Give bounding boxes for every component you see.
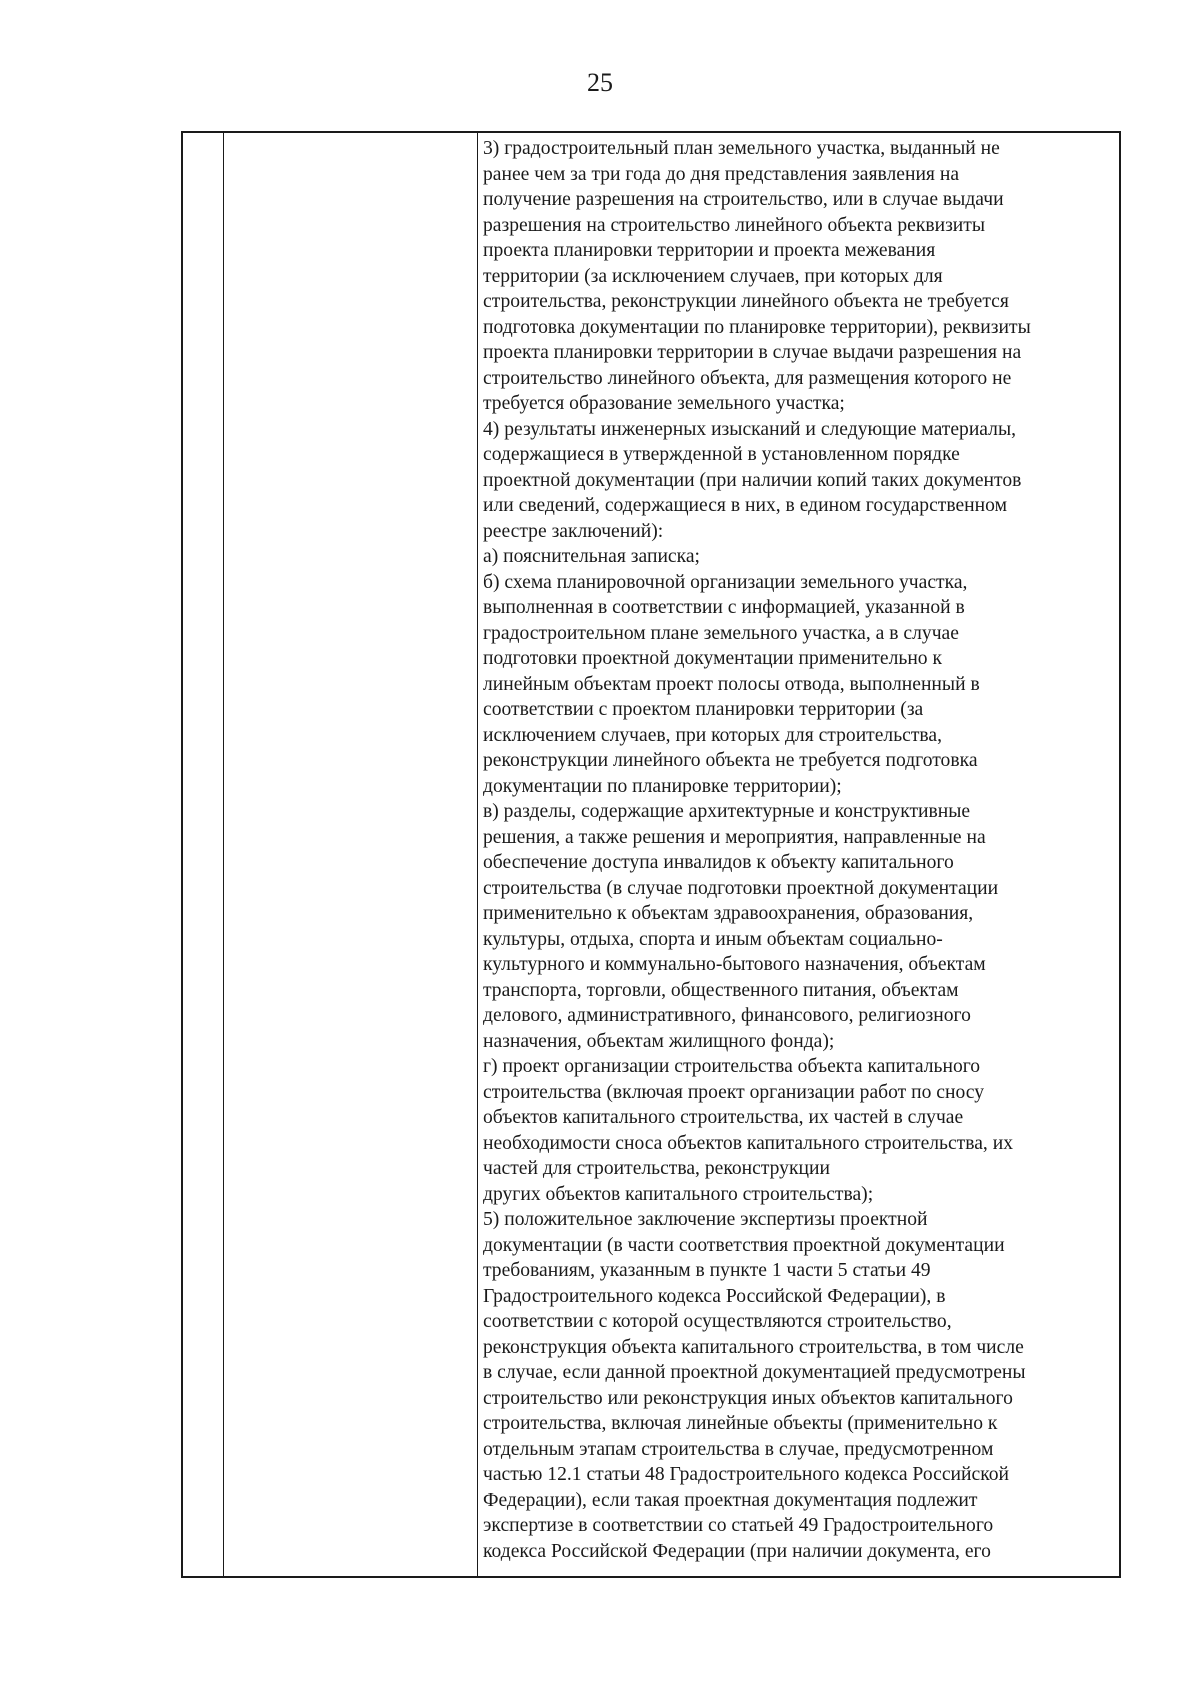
text-line: линейным объектам проект полосы отвода, выполненный в — [483, 673, 980, 695]
text-line: ранее чем за три года до дня представления заявления на — [483, 163, 960, 185]
column-divider-1 — [223, 133, 224, 1576]
text-line: строительство линейного объекта, для размещения которого не — [483, 367, 1012, 389]
text-line: проекта планировки территории и проекта межевания — [483, 240, 936, 261]
text-line: Федерации), если такая проектная документация подлежит — [483, 1489, 978, 1511]
text-line: проекта планировки территории в случае выдачи разрешения на — [483, 342, 1022, 363]
text-line: культурного и коммунально-бытового назначения, объектам — [483, 954, 986, 975]
text-line: назначения, объектам жилищного фонда); — [483, 1030, 835, 1052]
page-number: 25 — [587, 68, 613, 97]
text-line: требованиям, указанным в пункте 1 части 5 статьи 49 — [483, 1260, 931, 1281]
text-line: реконструкции линейного объекта не требуется подготовка — [483, 750, 978, 771]
text-line: отдельным этапам строительства в случае, предусмотренном — [483, 1438, 994, 1460]
text-line: строительство или реконструкция иных объектов капитального — [483, 1387, 1013, 1409]
text-line: подготовки проектной документации применительно к — [483, 648, 943, 669]
text-line: документации по планировке территории); — [483, 775, 842, 797]
text-line: других объектов капитального строительства); — [483, 1183, 874, 1205]
text-line: в) разделы, содержащие архитектурные и конструктивные — [483, 801, 971, 822]
text-line: соответствии с которой осуществляются строительство, — [483, 1311, 952, 1332]
text-line: выполненная в соответствии с информацией, указанной в — [483, 597, 965, 618]
text-line: строительства (в случае подготовки проектной документации — [483, 877, 999, 899]
text-line: получение разрешения на строительство, или в случае выдачи — [483, 189, 1004, 210]
text-line: реестре заключений): — [483, 520, 664, 542]
text-line: применительно к объектам здравоохранения, образования, — [483, 903, 974, 924]
text-line: частей для строительства, реконструкции — [483, 1158, 830, 1179]
text-line: транспорта, торговли, общественного питания, объектам — [483, 979, 959, 1001]
text-line: в случае, если данной проектной документацией предусмотрены — [483, 1362, 1026, 1383]
text-line: экспертизе в соответствии со статьей 49 Градостроительного — [483, 1515, 994, 1536]
text-line: реконструкция объекта капитального строительства, в том числе — [483, 1336, 1024, 1358]
text-line: документации (в части соответствия проектной документации — [483, 1234, 1005, 1256]
text-line: необходимости сноса объектов капитального строительства, их — [483, 1132, 1014, 1154]
text-line: соответствии с проектом планировки территории (за — [483, 699, 924, 720]
text-line: или сведений, содержащиеся в них, в едином государственном — [483, 495, 1007, 516]
text-line: Градостроительного кодекса Российской Федерации), в — [483, 1285, 946, 1307]
text-line: культуры, отдыха, спорта и иным объектам социально- — [483, 928, 943, 950]
text-line: разрешения на строительство линейного объекта реквизиты — [483, 214, 986, 236]
text-line: подготовка документации по планировке территории), реквизиты — [483, 316, 1031, 338]
text-line: строительства (включая проект организации работ по сносу — [483, 1081, 984, 1103]
text-line: содержащиеся в утвержденной в установленном порядке — [483, 444, 960, 465]
text-line: 3) градостроительный план земельного участка, выданный не — [483, 138, 1000, 159]
text-line: обеспечение доступа инвалидов к объекту капитального — [483, 852, 954, 873]
text-line: объектов капитального строительства, их частей в случае — [483, 1107, 964, 1128]
text-line: г) проект организации строительства объекта капитального — [483, 1056, 981, 1077]
text-line: а) пояснительная записка; — [483, 546, 700, 567]
text-line: территории (за исключением случаев, при которых для — [483, 265, 943, 287]
text-line: требуется образование земельного участка; — [483, 393, 845, 414]
text-line: 5) положительное заключение экспертизы проектной — [483, 1209, 928, 1230]
table-cell-requirements-text — [483, 136, 1113, 1564]
text-line: проектной документации (при наличии копий таких документов — [483, 469, 1022, 491]
text-line: б) схема планировочной организации земельного участка, — [483, 571, 968, 593]
text-line: 4) результаты инженерных изысканий и следующие материалы, — [483, 418, 1017, 440]
text-line: исключением случаев, при которых для строительства, — [483, 724, 942, 746]
text-line: решения, а также решения и мероприятия, направленные на — [483, 826, 986, 848]
document-table — [181, 131, 1121, 1578]
text-line: строительства, включая линейные объекты (применительно к — [483, 1413, 998, 1434]
text-line: кодекса Российской Федерации (при наличии документа, его — [483, 1540, 991, 1562]
text-line: делового, административного, финансового, религиозного — [483, 1005, 971, 1026]
column-divider-2 — [477, 133, 478, 1576]
text-line: частью 12.1 статьи 48 Градостроительного кодекса Российской — [483, 1464, 1009, 1485]
text-line: строительства, реконструкции линейного объекта не требуется — [483, 291, 1009, 312]
text-line: градостроительном плане земельного участка, а в случае — [483, 622, 959, 644]
